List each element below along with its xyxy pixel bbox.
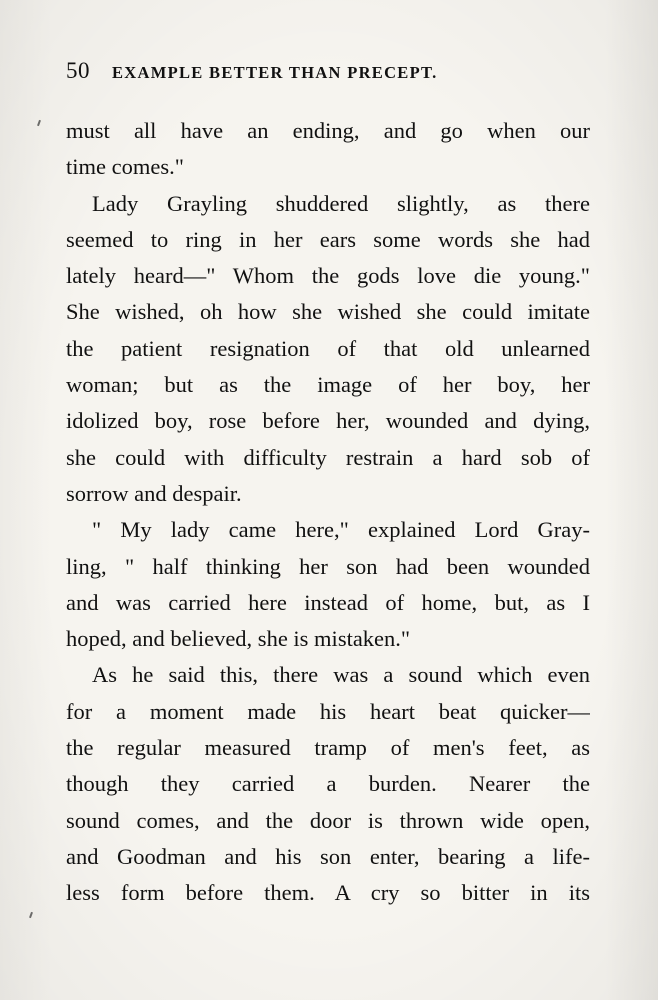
- text-line: lately heard—" Whom the gods love die young.": [66, 263, 590, 289]
- page-number: 50: [66, 58, 90, 83]
- text-line: ling, " half thinking her son had been wounded: [66, 553, 590, 579]
- text-line: hoped, and believed, she is mistaken.": [66, 626, 411, 652]
- text-line: time comes.": [66, 154, 184, 180]
- text-line: woman; but as the image of her boy, her: [66, 372, 590, 398]
- text-line: Lady Grayling shuddered slightly, as there: [92, 190, 590, 216]
- text-line: for a moment made his heart beat quicker—: [66, 698, 590, 724]
- text-line: sorrow and despair.: [66, 480, 242, 506]
- paper-speck: [29, 912, 33, 918]
- text-line: and Goodman and his son enter, bearing a life-: [66, 843, 590, 869]
- text-line: she could with difficulty restrain a hard sob of: [66, 444, 590, 470]
- header-title: EXAMPLE BETTER THAN PRECEPT.: [112, 63, 438, 82]
- text-line: " My lady came here," explained Lord Gray-: [92, 517, 590, 543]
- text-line: less form before them. A cry so bitter in its: [66, 880, 590, 906]
- body-text: [66, 113, 590, 912]
- text-line: seemed to ring in her ears some words she had: [66, 226, 590, 252]
- running-head: [66, 58, 590, 90]
- text-line: the patient resignation of that old unlearned: [66, 335, 590, 361]
- text-line: idolized boy, rose before her, wounded and dying,: [66, 408, 590, 434]
- text-line: the regular measured tramp of men's feet, as: [66, 735, 590, 761]
- paper-speck: [37, 120, 41, 126]
- text-line: As he said this, there was a sound which even: [92, 662, 590, 688]
- text-line: sound comes, and the door is thrown wide open,: [66, 807, 590, 833]
- text-line: She wished, oh how she wished she could imitate: [66, 299, 590, 325]
- text-line: must all have an ending, and go when our: [66, 118, 590, 143]
- text-line: and was carried here instead of home, but, as I: [66, 589, 590, 615]
- text-line: though they carried a burden. Nearer the: [66, 771, 590, 797]
